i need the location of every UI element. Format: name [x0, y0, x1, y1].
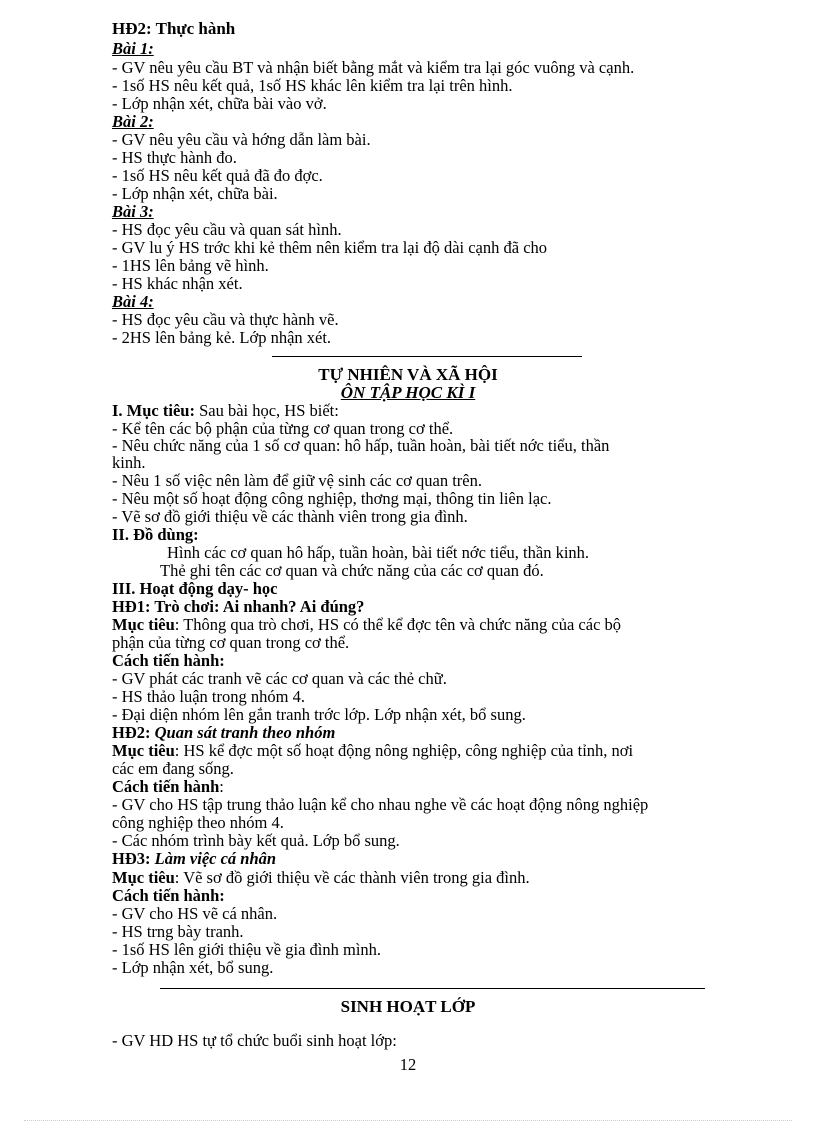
- activity-name: Làm việc cá nhân: [150, 849, 277, 868]
- subject-title: TỰ NHIÊN VÀ XÃ HỘI: [318, 365, 498, 384]
- text-line: Thẻ ghi tên các cơ quan và chức năng của các cơ quan đó.: [160, 561, 544, 580]
- text-line: công nghiệp theo nhóm 4.: [112, 813, 284, 832]
- text-line: - Nêu một số hoạt động công nghiệp, thơng mại, thông tin liên lạc.: [112, 489, 552, 508]
- objectives-line: [112, 402, 339, 420]
- text-line: kinh.: [112, 453, 146, 472]
- text-line: - Lớp nhận xét, chữa bài.: [112, 184, 278, 203]
- procedure-line: [112, 778, 224, 796]
- text-line: - GV HD HS tự tổ chức buổi sinh hoạt lớp:: [112, 1031, 397, 1050]
- objective-line: [112, 869, 530, 887]
- text-line: - HS thực hành đo.: [112, 148, 237, 167]
- text-line: - Lớp nhận xét, chữa bài vào vở.: [112, 94, 327, 113]
- text-line: - 1HS lên bảng vẽ hình.: [112, 256, 269, 275]
- section-heading-hd2: HĐ2: Thực hành: [112, 19, 236, 38]
- class-activity-title: SINH HOẠT LỚP: [340, 997, 476, 1016]
- objectives-label: I. Mục tiêu:: [112, 401, 195, 420]
- objective-line: [112, 616, 621, 634]
- exercise-3-label: Bài 3:: [112, 202, 154, 221]
- text-line: - Kể tên các bộ phận của từng cơ quan trong cơ thể.: [112, 419, 454, 438]
- text-line: - GV lu ý HS trớc khi kẻ thêm nên kiểm tra lại độ dài cạnh đã cho: [112, 238, 548, 257]
- objective-label: Mục tiêu: [112, 615, 175, 634]
- exercise-1-label: Bài 1:: [112, 39, 154, 58]
- activity-name: Quan sát tranh theo nhóm: [150, 723, 336, 742]
- text-line: - Đại diện nhóm lên gắn tranh trớc lớp. Lớp nhận xét, bổ sung.: [112, 705, 526, 724]
- objective-label: Mục tiêu: [112, 868, 175, 887]
- activity-3-title: [112, 850, 276, 868]
- text-line: Hình các cơ quan hô hấp, tuần hoàn, bài tiết nớc tiểu, thần kinh.: [167, 543, 590, 562]
- activity-1-title: HĐ1: Trò chơi: Ai nhanh? Ai đúng?: [112, 597, 365, 616]
- text-line: - Lớp nhận xét, bổ sung.: [112, 958, 274, 977]
- text-line: - HS thảo luận trong nhóm 4.: [112, 687, 305, 706]
- activity-prefix: HĐ2:: [112, 723, 151, 742]
- text-line: - Nêu chức năng của 1 số cơ quan: hô hấp, tuần hoàn, bài tiết nớc tiểu, thần: [112, 436, 610, 455]
- text-line: - GV phát các tranh vẽ các cơ quan và các thẻ chữ.: [112, 669, 447, 688]
- text-line: - GV cho HS tập trung thảo luận kể cho nhau nghe về các hoạt động nông nghiệp: [112, 795, 649, 814]
- section-divider: [272, 356, 582, 357]
- text-line: - HS đọc yêu cầu và thực hành vẽ.: [112, 310, 339, 329]
- objectives-intro: Sau bài học, HS biết:: [194, 401, 339, 420]
- objective-text: : Thông qua trò chơi, HS có thể kể đợc tên và chức năng của các bộ: [174, 615, 622, 634]
- objective-label: Mục tiêu: [112, 741, 175, 760]
- objective-text: : Vẽ sơ đồ giới thiệu về các thành viên trong gia đình.: [174, 868, 530, 887]
- exercise-2-label: Bài 2:: [112, 112, 154, 131]
- page-number: 12: [399, 1055, 417, 1074]
- text-line: - Các nhóm trình bày kết quả. Lớp bổ sung.: [112, 831, 400, 850]
- text-line: - 1số HS nêu kết quả, 1số HS khác lên kiểm tra lại trên hình.: [112, 76, 513, 95]
- text-line: - 1số HS nêu kết quả đã đo đợc.: [112, 166, 323, 185]
- procedure-label: Cách tiến hành:: [112, 651, 225, 670]
- text-line: các em đang sống.: [112, 759, 234, 778]
- objective-text: : HS kể đợc một số hoạt động nông nghiệp, công nghiệp của tỉnh, nơi: [174, 741, 634, 760]
- activity-2-title: [112, 724, 335, 742]
- procedure-colon: :: [219, 777, 224, 796]
- text-line: - Vẽ sơ đồ giới thiệu về các thành viên trong gia đình.: [112, 507, 468, 526]
- materials-label: II. Đồ dùng:: [112, 525, 199, 544]
- text-line: - HS khác nhận xét.: [112, 274, 243, 293]
- text-line: - HS trng bày tranh.: [112, 922, 244, 941]
- text-line: - 2HS lên bảng kẻ. Lớp nhận xét.: [112, 328, 332, 347]
- activity-prefix: HĐ3:: [112, 849, 151, 868]
- procedure-label: Cách tiến hành:: [112, 886, 225, 905]
- text-line: - GV nêu yêu cầu và hớng dẫn làm bài.: [112, 130, 371, 149]
- text-line: phận của từng cơ quan trong cơ thể.: [112, 633, 350, 652]
- lesson-title: ÔN TẬP HỌC KÌ I: [340, 383, 476, 402]
- activities-label: III. Hoạt động dạy- học: [112, 579, 278, 598]
- text-line: - GV nêu yêu cầu BT và nhận biết bằng mắt và kiểm tra lại góc vuông và cạnh.: [112, 58, 635, 77]
- text-line: - Nêu 1 số việc nên làm để giữ vệ sinh các cơ quan trên.: [112, 471, 483, 490]
- text-line: - GV cho HS vẽ cá nhân.: [112, 904, 278, 923]
- text-line: - HS đọc yêu cầu và quan sát hình.: [112, 220, 342, 239]
- section-divider: [160, 988, 705, 989]
- exercise-4-label: Bài 4:: [112, 292, 154, 311]
- objective-line: [112, 742, 633, 760]
- page-bottom-border: [24, 1120, 792, 1121]
- text-line: - 1số HS lên giới thiệu về gia đình mình.: [112, 940, 382, 959]
- procedure-label: Cách tiến hành: [112, 777, 220, 796]
